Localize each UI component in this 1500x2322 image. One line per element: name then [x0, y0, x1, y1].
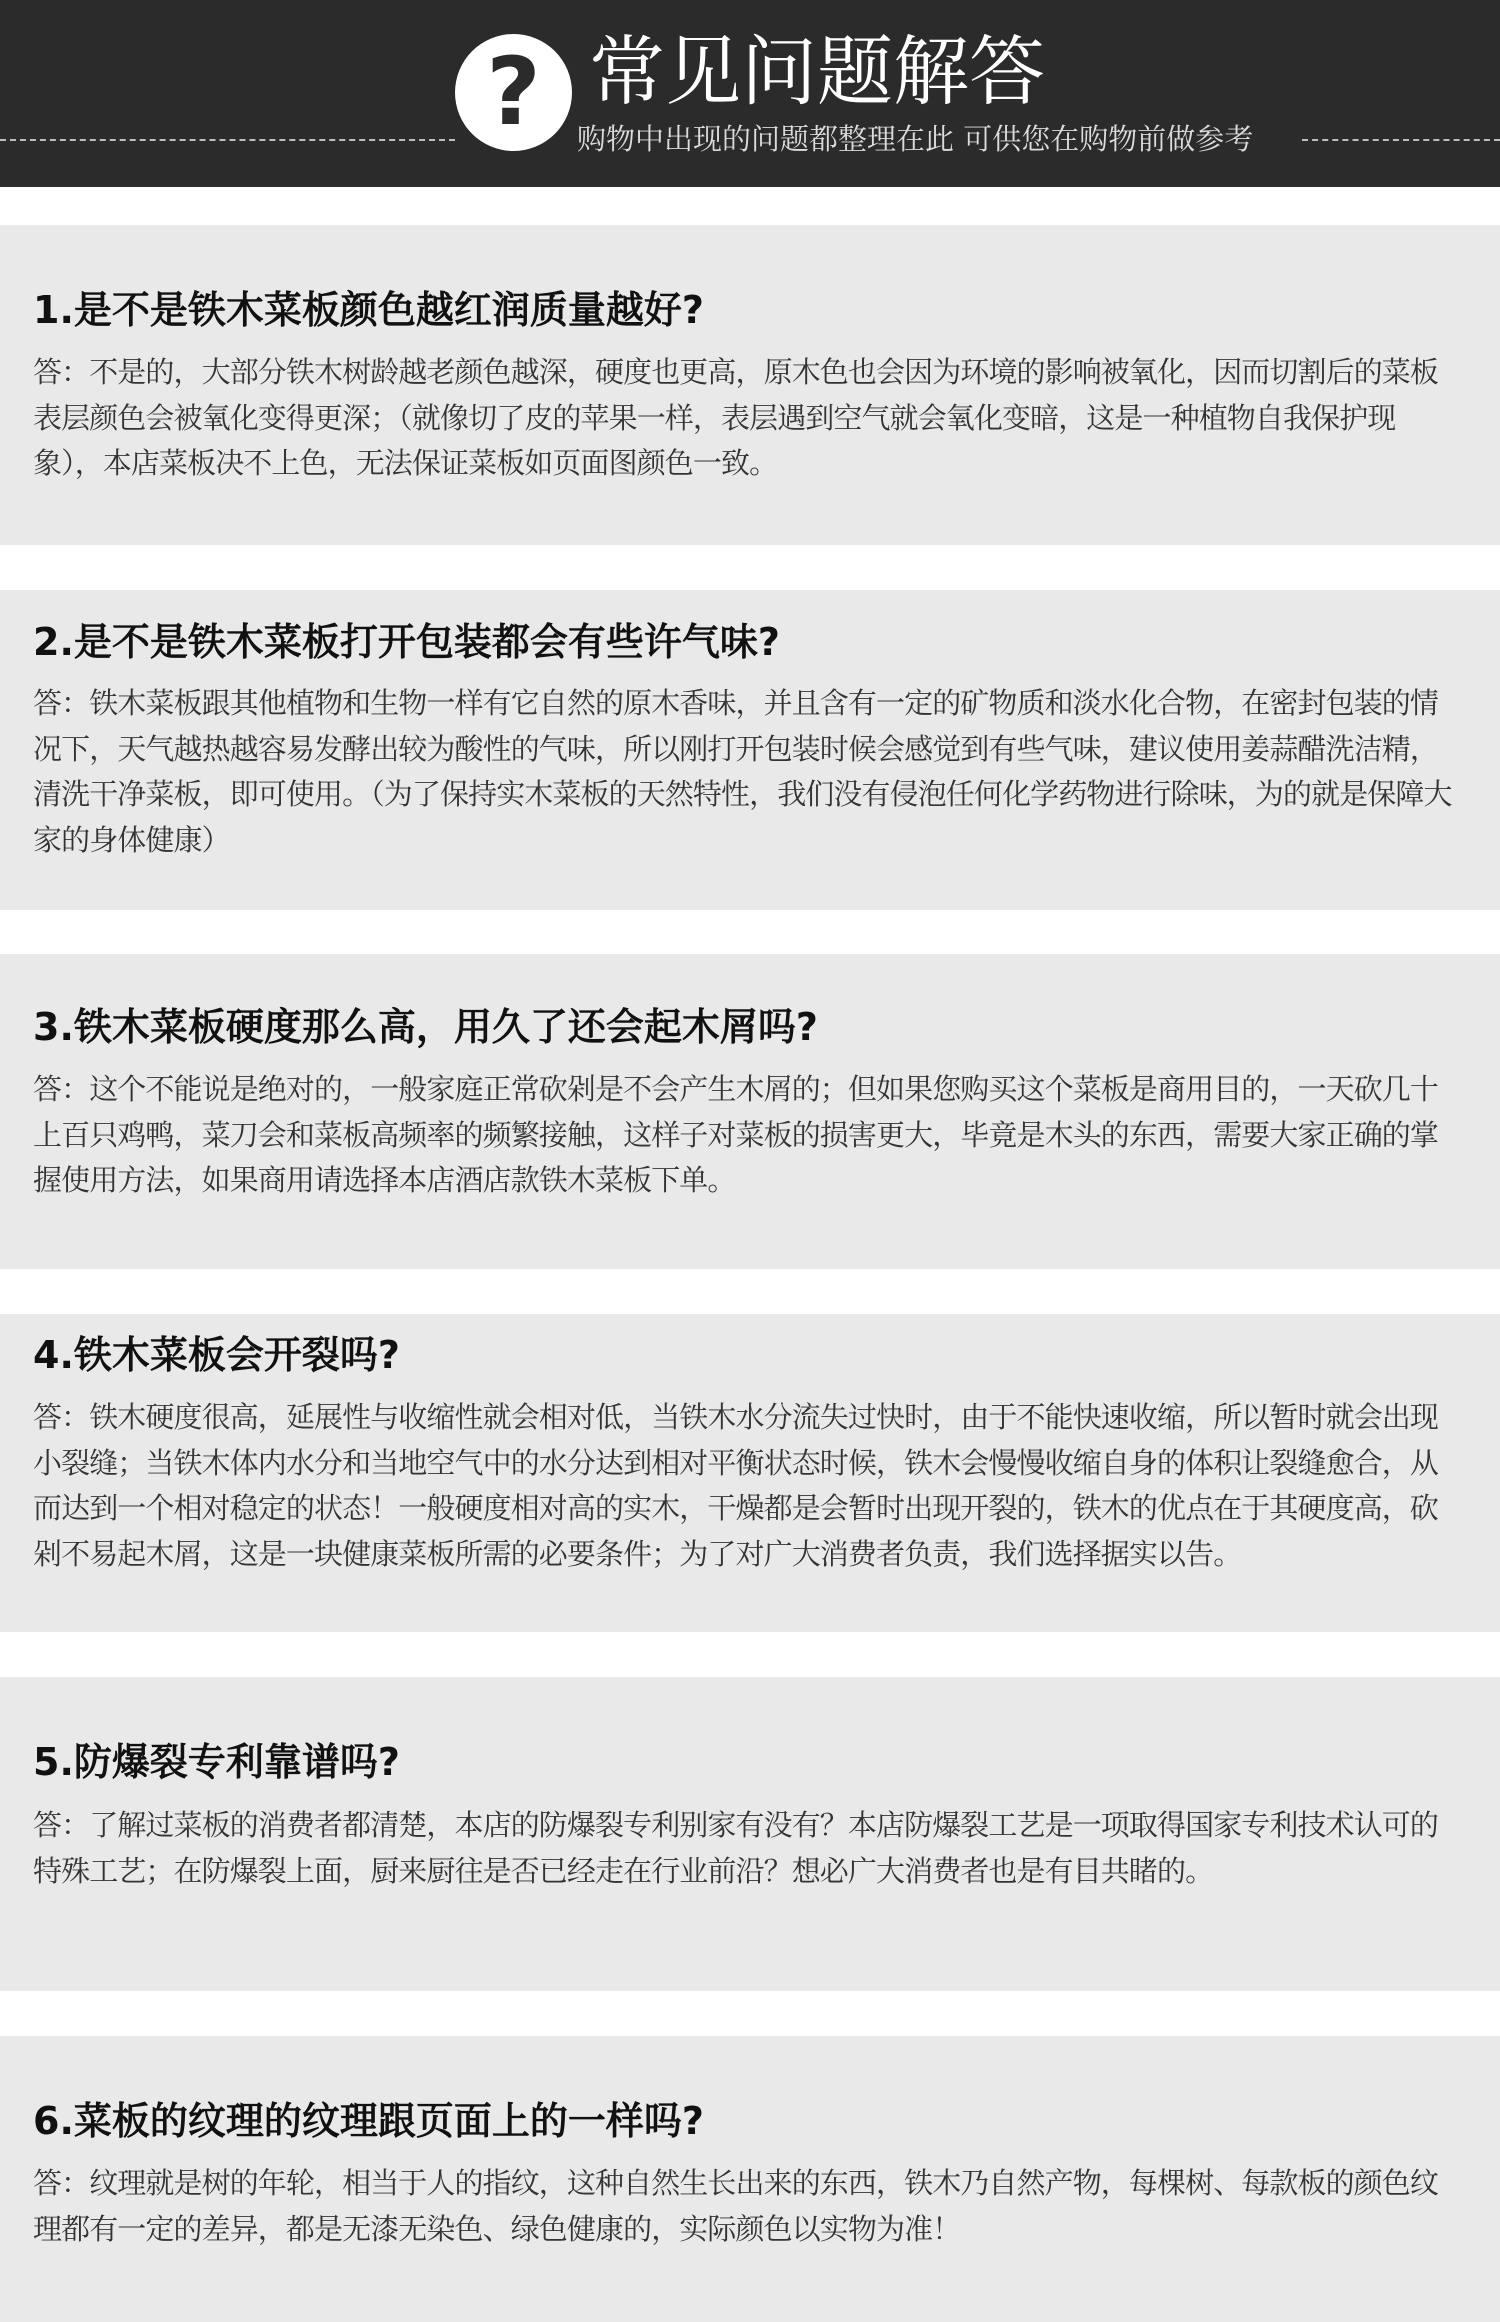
faq-item-5 [0, 1677, 1500, 1991]
header-dashed-line-left [0, 139, 455, 141]
faq-answer: 答：了解过菜板的消费者都清楚，本店的防爆裂专利别家有没有？本店防爆裂工艺是一项取得国家专利技术认可的特殊工艺；在防爆裂上面，厨来厨往是否已经走在行业前沿？想必广大消费者也是有目共睹的。 [33, 1808, 1439, 1888]
faq-answer: 答：铁木硬度很高，延展性与收缩性就会相对低，当铁木水分流失过快时，由于不能快速收缩，所以暂时就会出现小裂缝；当铁木体内水分和当地空气中的水分达到相对平衡状态时候，铁木会慢慢收缩自身的体积让裂缝愈合，从而达到一个相对稳定的状态！一般硬度相对高的实木，干燥都是会暂时出现开裂的，铁木的优点在于其硬度高，砍剁不易起木屑，这是一块健康菜板所需的必要条件；为了对广大消费者负责，我们选择据实以告。 [33, 1400, 1439, 1571]
faq-item-1 [0, 225, 1500, 545]
faq-item-4 [0, 1314, 1500, 1632]
faq-question: 4.铁木菜板会开裂吗? [33, 1333, 400, 1377]
faq-question: 1.是不是铁木菜板颜色越红润质量越好? [33, 288, 704, 332]
faq-question: 6.菜板的纹理的纹理跟页面上的一样吗? [33, 2099, 704, 2143]
faq-item-6 [0, 2036, 1500, 2322]
faq-answer: 答：这个不能说是绝对的，一般家庭正常砍剁是不会产生木屑的；但如果您购买这个菜板是商用目的，一天砍几十上百只鸡鸭，菜刀会和菜板高频率的频繁接触，这样子对菜板的损害更大，毕竟是木头的东西，需要大家正确的掌握使用方法，如果商用请选择本店酒店款铁木菜板下单。 [33, 1072, 1439, 1197]
faq-question: 3.铁木菜板硬度那么高，用久了还会起木屑吗? [33, 1005, 818, 1049]
header-dashed-line-right [1302, 139, 1500, 141]
page-header [0, 0, 1500, 187]
faq-answer: 答：纹理就是树的年轮，相当于人的指纹，这种自然生长出来的东西，铁木乃自然产物，每棵树、每款板的颜色纹理都有一定的差异，都是无漆无染色、绿色健康的，实际颜色以实物为准！ [33, 2166, 1439, 2246]
faq-item-2 [0, 590, 1500, 910]
question-mark-icon: ? [455, 34, 572, 151]
faq-answer: 答：铁木菜板跟其他植物和生物一样有它自然的原木香味，并且含有一定的矿物质和淡水化合物，在密封包装的情况下，天气越热越容易发酵出较为酸性的气味，所以刚打开包装时候会感觉到有些气味，建议使用姜蒜醋洗洁精，清洗干净菜板，即可使用。（为了保持实木菜板的天然特性，我们没有侵泡任何化学药物进行除味，为的就是保障大家的身体健康） [33, 686, 1452, 857]
page-subtitle: 购物中出现的问题都整理在此 可供您在购物前做参考 [577, 122, 1254, 156]
faq-question: 5.防爆裂专利靠谱吗? [33, 1740, 400, 1784]
page-title: 常见问题解答 [589, 27, 1045, 116]
faq-item-3 [0, 954, 1500, 1269]
faq-question: 2.是不是铁木菜板打开包装都会有些许气味? [33, 620, 780, 664]
faq-answer: 答：不是的，大部分铁木树龄越老颜色越深，硬度也更高，原木色也会因为环境的影响被氧化，因而切割后的菜板表层颜色会被氧化变得更深；（就像切了皮的苹果一样，表层遇到空气就会氧化变暗，这是一种植物自我保护现象），本店菜板决不上色，无法保证菜板如页面图颜色一致。 [33, 355, 1439, 480]
